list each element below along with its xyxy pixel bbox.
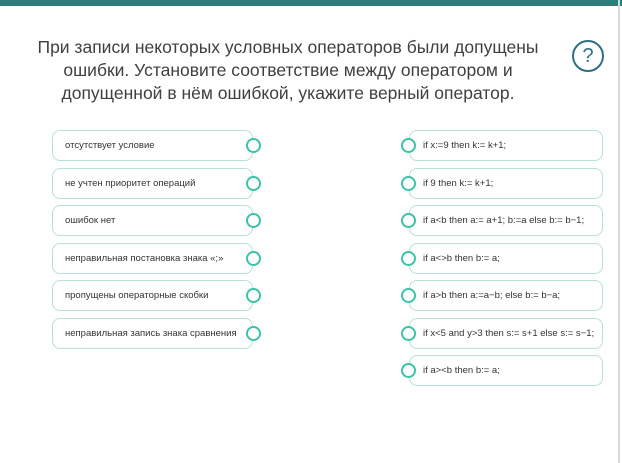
- connector-circle-icon[interactable]: [246, 138, 261, 153]
- question-line: ошибки. Установите соответствие между оператором и: [63, 60, 513, 80]
- connector-circle-icon[interactable]: [401, 138, 416, 153]
- right-divider: [618, 0, 620, 463]
- left-match-item-4[interactable]: [52, 243, 253, 274]
- left-item-label: неправильная запись знака сравнения: [65, 328, 237, 339]
- connector-circle-icon[interactable]: [401, 363, 416, 378]
- connector-circle-icon[interactable]: [246, 288, 261, 303]
- right-match-item-1[interactable]: [409, 130, 603, 161]
- left-item-label: пропущены операторные скобки: [65, 290, 209, 301]
- connector-circle-icon[interactable]: [401, 251, 416, 266]
- right-match-item-3[interactable]: [409, 205, 603, 236]
- right-match-item-7[interactable]: [409, 355, 603, 386]
- right-item-label: if a>b then a:=a−b; else b:= b−a;: [423, 290, 561, 301]
- right-match-item-6[interactable]: [409, 318, 603, 349]
- connector-circle-icon[interactable]: [401, 213, 416, 228]
- left-match-item-1[interactable]: [52, 130, 253, 161]
- question-line: При записи некоторых условных операторов были допущены: [37, 37, 539, 57]
- right-item-label: if x:=9 then k:= k+1;: [423, 140, 507, 151]
- left-match-item-3[interactable]: [52, 205, 253, 236]
- right-item-label: if a<>b then b:= a;: [423, 253, 500, 264]
- question-mark-icon: ?: [582, 45, 594, 67]
- connector-circle-icon[interactable]: [401, 288, 416, 303]
- left-item-label: ошибок нет: [65, 215, 116, 226]
- right-match-item-2[interactable]: [409, 168, 603, 199]
- question-line: допущенной в нём ошибкой, укажите верный оператор.: [61, 83, 515, 103]
- right-item-label: if a<b then a:= a+1; b:=a else b:= b−1;: [423, 215, 585, 226]
- connector-circle-icon[interactable]: [246, 251, 261, 266]
- left-match-item-5[interactable]: [52, 280, 253, 311]
- connector-circle-icon[interactable]: [401, 326, 416, 341]
- left-match-item-6[interactable]: [52, 318, 253, 349]
- connector-circle-icon[interactable]: [246, 326, 261, 341]
- left-match-item-2[interactable]: [52, 168, 253, 199]
- right-item-label: if x<5 and y>3 then s:= s+1 else s:= s−1;: [423, 328, 595, 339]
- right-match-item-5[interactable]: [409, 280, 603, 311]
- question-text: [8, 36, 568, 105]
- left-item-label: неправильная постановка знака «;»: [65, 253, 224, 264]
- right-match-item-4[interactable]: [409, 243, 603, 274]
- help-button[interactable]: [572, 40, 604, 72]
- left-item-label: отсутствует условие: [65, 140, 155, 151]
- left-item-label: не учтен приоритет операций: [65, 178, 196, 189]
- connector-circle-icon[interactable]: [246, 213, 261, 228]
- right-item-label: if a><b then b:= a;: [423, 365, 500, 376]
- connector-circle-icon[interactable]: [246, 176, 261, 191]
- right-item-label: if 9 then k:= k+1;: [423, 178, 494, 189]
- top-accent-bar: [0, 0, 622, 6]
- connector-circle-icon[interactable]: [401, 176, 416, 191]
